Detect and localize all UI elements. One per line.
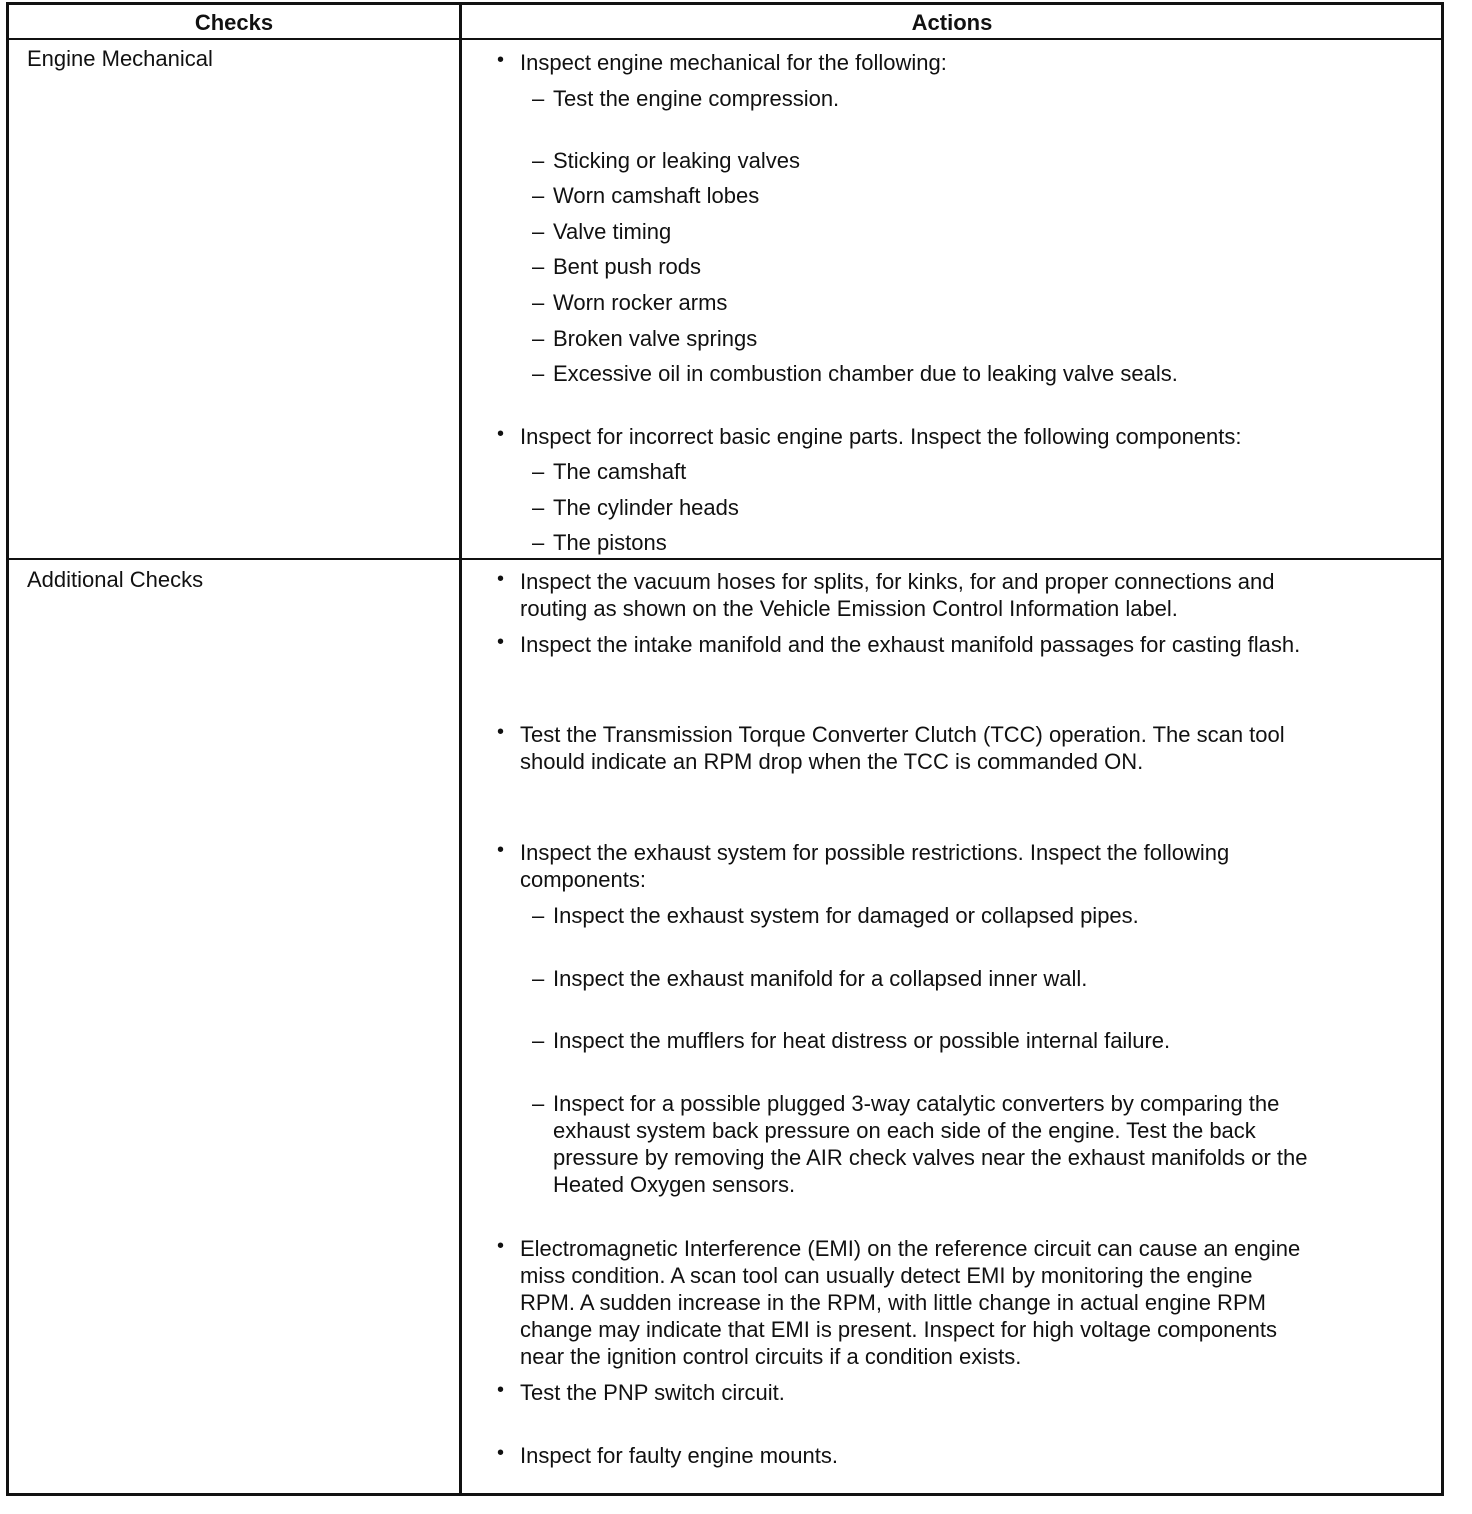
action-line: miss condition. A scan tool can usually detect EMI by monitoring the engine [520,1263,1253,1288]
action-line: Inspect the vacuum hoses for splits, for kinks, for and proper connections and [520,569,1275,594]
action-item: Inspect for incorrect basic engine parts. Inspect the following components: [520,424,1242,449]
bullet-marker: • [497,568,505,590]
sub-line: Inspect the exhaust manifold for a collapsed inner wall. [553,966,1088,991]
action-line: near the ignition control circuits if a condition exists. [520,1344,1022,1369]
bullet-marker: • [497,839,505,861]
action-line: Inspect for faulty engine mounts. [520,1443,838,1468]
dash-marker: – [532,219,545,244]
header-actions: Actions [911,10,993,35]
action-line: Electromagnetic Interference (EMI) on the reference circuit can cause an engine [520,1236,1301,1261]
bullet-marker: • [497,1379,505,1401]
sub-item: The pistons [553,530,667,555]
dash-marker: – [532,254,545,279]
sub-line: pressure by removing the AIR check valves near the exhaust manifolds or the [553,1145,1308,1170]
sub-item: Valve timing [553,219,672,244]
dash-marker: – [532,1091,545,1116]
action-line: Inspect the intake manifold and the exhaust manifold passages for casting flash. [520,632,1301,657]
bullet-marker: • [497,631,505,653]
sub-item: Sticking or leaking valves [553,148,801,173]
row-divider [9,558,1441,560]
bullet-marker: • [497,721,505,743]
sub-item: The cylinder heads [553,495,739,520]
action-line: RPM. A sudden increase in the RPM, with little change in actual engine RPM [520,1290,1266,1315]
sub-line: exhaust system back pressure on each side of the engine. Test the back [553,1118,1256,1143]
dash-marker: – [532,966,545,991]
sub-item: Bent push rods [553,254,701,279]
bullet-marker: • [497,423,505,445]
dash-marker: – [532,183,545,208]
column-divider [459,5,462,1493]
sub-item: Test the engine compression. [553,86,840,111]
bullet-marker: • [497,1235,505,1257]
sub-item: Excessive oil in combustion chamber due to leaking valve seals. [553,361,1178,386]
action-line: should indicate an RPM drop when the TCC is commanded ON. [520,749,1144,774]
dash-marker: – [532,530,545,555]
checks-actions-table [6,2,1444,1496]
action-line: Test the PNP switch circuit. [520,1380,785,1405]
sub-line: Inspect the exhaust system for damaged or collapsed pipes. [553,903,1139,928]
bullet-marker: • [497,49,505,71]
sub-item: The camshaft [553,459,687,484]
sub-item: Broken valve springs [553,326,758,351]
sub-line: Heated Oxygen sensors. [553,1172,796,1197]
dash-marker: – [532,290,545,315]
header-checks: Checks [194,10,274,35]
sub-item: Worn camshaft lobes [553,183,760,208]
check-additional-checks: Additional Checks [27,567,204,592]
action-line: Test the Transmission Torque Converter Clutch (TCC) operation. The scan tool [520,722,1285,747]
sub-line: Inspect the mufflers for heat distress or possible internal failure. [553,1028,1171,1053]
sub-item: Worn rocker arms [553,290,728,315]
dash-marker: – [532,459,545,484]
dash-marker: – [532,361,545,386]
dash-marker: – [532,148,545,173]
action-line: routing as shown on the Vehicle Emission Control Information label. [520,596,1178,621]
check-engine-mechanical: Engine Mechanical [27,46,213,71]
bullet-marker: • [497,1442,505,1464]
sub-line: Inspect for a possible plugged 3-way catalytic converters by comparing the [553,1091,1280,1116]
action-line: change may indicate that EMI is present. Inspect for high voltage components [520,1317,1277,1342]
dash-marker: – [532,495,545,520]
action-line: Inspect the exhaust system for possible restrictions. Inspect the following [520,840,1230,865]
action-item: Inspect engine mechanical for the following: [520,50,947,75]
dash-marker: – [532,903,545,928]
action-line: components: [520,867,646,892]
dash-marker: – [532,326,545,351]
dash-marker: – [532,1028,545,1053]
header-divider [9,38,1441,40]
dash-marker: – [532,86,545,111]
